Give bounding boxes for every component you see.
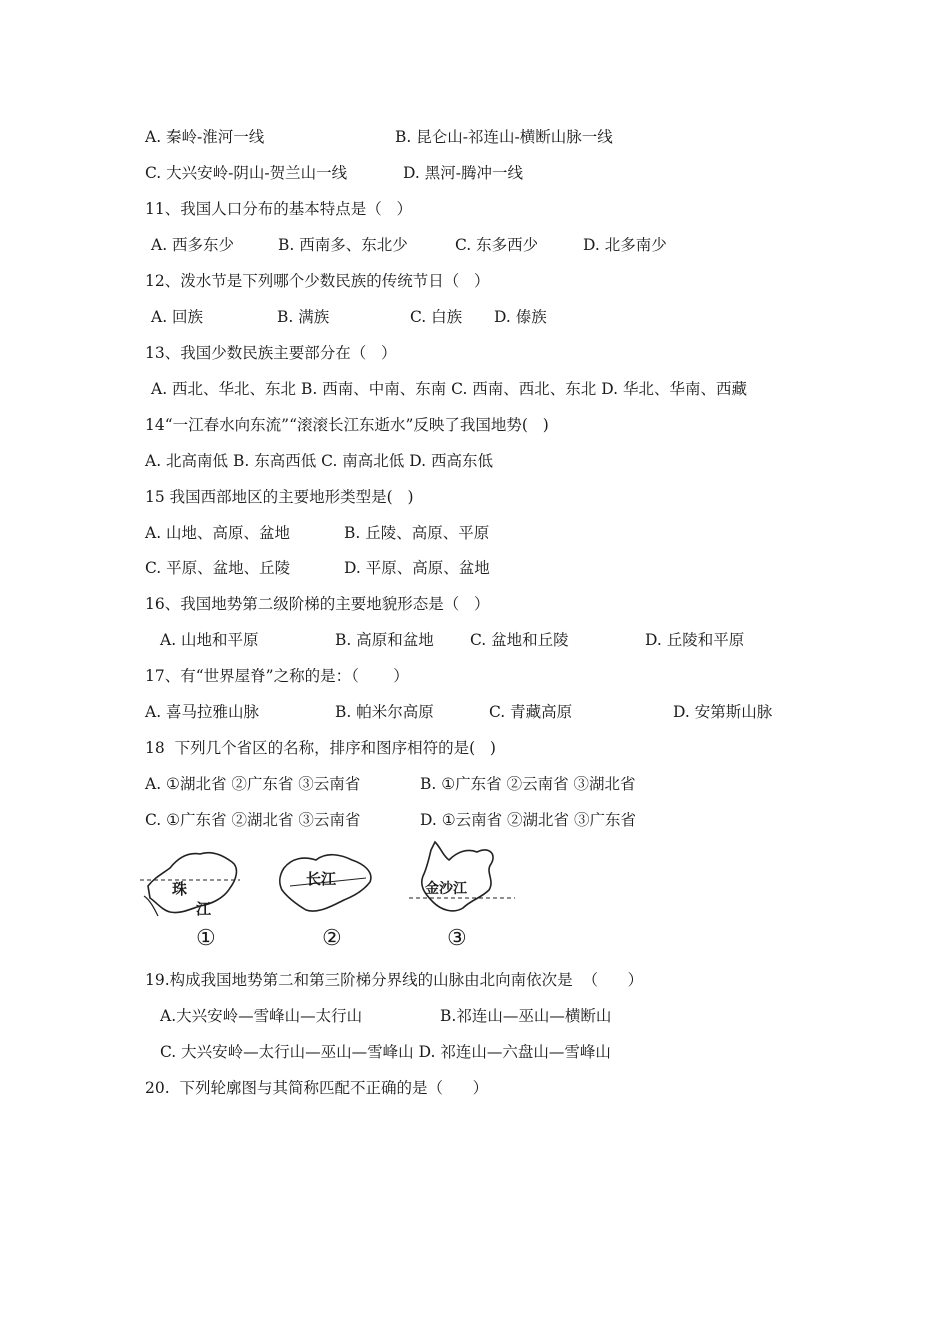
option-text: C. 白族 (410, 308, 463, 326)
option-text: D. ①云南省 ②湖北省 ③广东省 (420, 811, 636, 829)
map-2-number: ② (322, 926, 342, 951)
option-text: B. 丘陵、高原、平原 (344, 524, 490, 542)
option-text: A. 回族 (151, 308, 204, 326)
option-text: C. 大兴安岭-阴山-贺兰山一线 (145, 164, 348, 182)
question-text: 13、我国少数民族主要部分在（ ） (145, 344, 397, 362)
question-text: 19.构成我国地势第二和第三阶梯分界线的山脉由北向南依次是 （ ） (145, 971, 644, 989)
map-3-label: 金沙江 (425, 881, 467, 897)
option-text: A. 喜马拉雅山脉 (145, 703, 260, 721)
option-text: D. 平原、高原、盆地 (344, 559, 490, 577)
option-text: B.祁连山—巫山—横断山 (440, 1007, 612, 1025)
map-1-label-zhu: 珠 (172, 880, 188, 898)
option-text: D. 傣族 (494, 308, 547, 326)
question-text: 15 我国西部地区的主要地形类型是( ) (145, 488, 414, 506)
option-text: D. 安第斯山脉 (673, 703, 773, 721)
option-text: A.大兴安岭—雪峰山—太行山 (160, 1007, 363, 1025)
option-text: C. 青藏高原 (489, 703, 573, 721)
map-3 (405, 838, 520, 956)
map-1-number: ① (196, 926, 216, 951)
question-text: A. 西北、华北、东北 B. 西南、中南、东南 C. 西南、西北、东北 D. 华北、华南、西藏 (151, 380, 747, 398)
option-text: A. 秦岭-淮河一线 (145, 128, 265, 146)
map-1 (140, 838, 250, 956)
option-text: D. 北多南少 (583, 236, 667, 254)
option-text: B. ①广东省 ②云南省 ③湖北省 (420, 775, 636, 793)
option-text: C. 平原、盆地、丘陵 (145, 559, 291, 577)
question-text: 12、泼水节是下列哪个少数民族的传统节日（ ） (145, 272, 490, 290)
question-text: A. 北高南低 B. 东高西低 C. 南高北低 D. 西高东低 (145, 452, 493, 470)
option-text: A. ①湖北省 ②广东省 ③云南省 (145, 775, 361, 793)
option-text: A. 山地、高原、盆地 (145, 524, 291, 542)
option-text: B. 满族 (277, 308, 330, 326)
option-text: D. 丘陵和平原 (645, 631, 745, 649)
question-text: 17、有“世界屋脊”之称的是：（ ） (145, 667, 409, 685)
guangdong-outline-icon (140, 838, 250, 926)
map-2 (270, 838, 390, 956)
option-text: A. 山地和平原 (160, 631, 259, 649)
question-text: 11、我国人口分布的基本特点是（ ） (145, 200, 413, 218)
map-2-label: 长江 (306, 870, 337, 888)
option-text: C. 东多西少 (455, 236, 539, 254)
question-text: 14“一江春水向东流”“滚滚长江东逝水”反映了我国地势( ) (145, 416, 549, 434)
question-text: C. 大兴安岭—太行山—巫山—雪峰山 D. 祁连山—六盘山—雪峰山 (160, 1043, 611, 1061)
map-3-number: ③ (447, 926, 467, 951)
question-text: 16、我国地势第二级阶梯的主要地貌形态是（ ） (145, 595, 490, 613)
option-text: C. 盆地和丘陵 (470, 631, 569, 649)
question-text: 18 下列几个省区的名称，排序和图序相符的是( ) (145, 739, 496, 757)
question-text: 20. 下列轮廓图与其简称匹配不正确的是（ ） (145, 1079, 489, 1097)
option-text: B. 昆仑山-祁连山-横断山脉一线 (395, 128, 613, 146)
option-text: B. 帕米尔高原 (335, 703, 434, 721)
map-1-label-jiang: 江 (196, 900, 212, 918)
option-text: D. 黑河-腾冲一线 (403, 164, 523, 182)
province-outline-figure (140, 838, 520, 956)
option-text: B. 西南多、东北少 (278, 236, 408, 254)
option-text: C. ①广东省 ②湖北省 ③云南省 (145, 811, 361, 829)
option-text: B. 高原和盆地 (335, 631, 434, 649)
option-text: A. 西多东少 (151, 236, 235, 254)
